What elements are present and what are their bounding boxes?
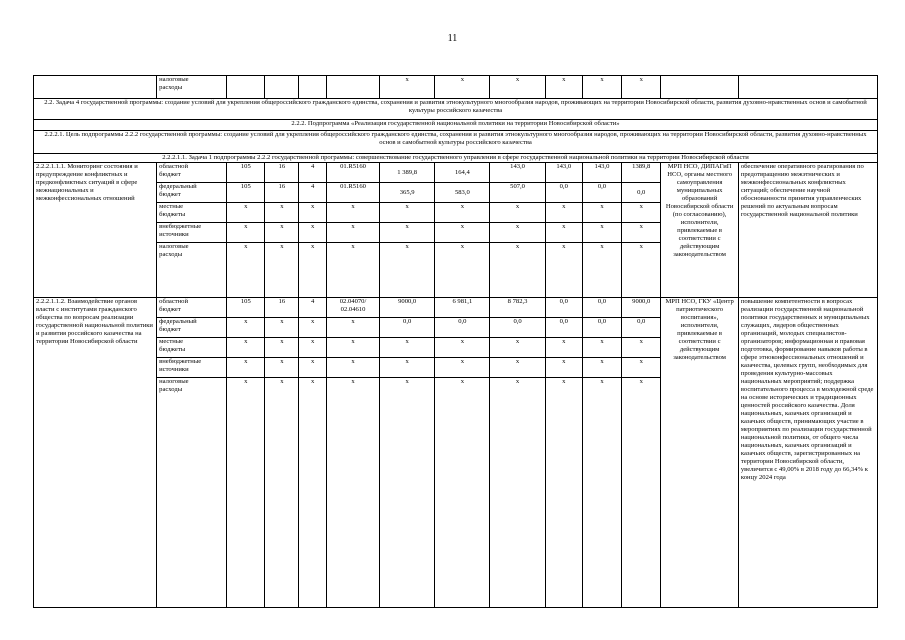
top-row: налоговые расходы x x x x x x bbox=[34, 76, 878, 99]
task-header: 2.2. Задача 4 государственной программы: создание условий для укрепления общероссийского гражданского единства, сохранения и развития этнокультурного многообразия народов, проживающих на территории Новосибирской области, развития духовно-нравственных основ и самобытной культуры российского казачества bbox=[34, 99, 878, 120]
measure-name: 2.2.2.1.1.2. Взаимодействие органов власти с институтами гражданского общества по вопросам реализации государственной национальной политики и развития российского казачества на территории Новосибирской области bbox=[34, 298, 157, 608]
source-cell: областной бюджет bbox=[157, 163, 227, 183]
subprogram-header: 2.2.2. Подпрограмма «Реализация государственной национальной политики на территории Новосибирской области» bbox=[34, 120, 878, 131]
source-label: налоговые расходы bbox=[157, 76, 227, 99]
source-cell: внебюджетные источники bbox=[157, 223, 227, 243]
executor-cell: МРП НСО, ДИПАГиП НСО, органы местного самоуправления муниципальных образований Новосибирской области (по согласованию), исполнители, привлекаемые в соответствии с действующим законодательством bbox=[661, 163, 738, 298]
source-cell: налоговые расходы bbox=[157, 243, 227, 298]
measure-1-row: 2.2.2.1.1.1. Мониторинг состояния и предупреждение конфликтных и предконфликтных ситуаций в сфере межнациональных и межконфессиональных отношений областной бюджет 105 16 4 01.R5160 1 389,8 164,4 143,0 143,0 143,0 1389,8 МРП НСО, ДИПАГиП НСО, органы местного самоуправления муниципальных образований Новосибирской области (по согласованию), исполнители, привлекаемые в соответствии с действующим законодательством обеспечение оперативного реагирования по предотвращению межэтнических и межконфессиональных конфликтных ситуаций; обеспечение научной обоснованности принятия управленческих решений по актуальным вопросам государственной национальной политики bbox=[34, 163, 878, 183]
source-cell: внебюджетные источники bbox=[157, 358, 227, 378]
executor-cell: МРП НСО, ГКУ «Центр патриотического воспитания», исполнители, привлекаемые в соответствии с действующим законодательством bbox=[661, 298, 738, 608]
source-cell: местные бюджеты bbox=[157, 203, 227, 223]
subtask-header: 2.2.2.1.1. Задача 1 подпрограммы 2.2.2 государственной программы: совершенствование государственного управления в сфере государственной национальной политики на территории Новосибирской области bbox=[34, 154, 878, 163]
source-cell: областной бюджет bbox=[157, 298, 227, 318]
measure-name: 2.2.2.1.1.1. Мониторинг состояния и предупреждение конфликтных и предконфликтных ситуаций в сфере межнациональных и межконфессиональных отношений bbox=[34, 163, 157, 298]
source-cell: налоговые расходы bbox=[157, 378, 227, 608]
goal-header: 2.2.2.1. Цель подпрограммы 2.2.2 государственной программы: создание условий для укрепления общероссийского гражданского единства, сохранения и развития этнокультурного многообразия народов, проживающих на территории Новосибирской области, развития духовно-нравственных основ и самобытной культуры российского казачества bbox=[34, 131, 878, 154]
source-cell: федеральный бюджет bbox=[157, 318, 227, 338]
source-cell: местные бюджеты bbox=[157, 338, 227, 358]
source-cell: федеральный бюджет bbox=[157, 183, 227, 203]
result-cell: обеспечение оперативного реагирования по предотвращению межэтнических и межконфессиональных конфликтных ситуаций; обеспечение научной обоснованности принятия управленческих решений по актуальным вопросам государственной национальной политики bbox=[738, 163, 877, 298]
result-cell: повышение компетентности в вопросах реализации государственной национальной политики государственных и муниципальных служащих, лидеров общественных организаций, молодых специалистов-организаторов; информационная и правовая подготовка, формирование навыков работы в сфере этноконфессиональных отношений и казачества, целевых групп, необходимых для проведения культурно-массовых национальных мероприятий; поддержка воспитательного процесса в молодежной среде на основе исторических и традиционных ценностей российского казачества. Доля национальных, казачьих организаций и казачьих обществ, принимающих участие в мероприятиях по реализации государственной национальной политики, от общего числа национальных, казачьих организаций и казачьих обществ, зарегистрированных на территории Новосибирской области, увеличится с 49,00% в 2018 году до 66,34% к концу 2024 года bbox=[738, 298, 877, 608]
budget-table: налоговые расходы x x x x x x 2.2. Задача 4 государственной программы: создание условий для укрепления общероссийского гражданского единства, сохранения и развития этнокультурного многообразия народов, проживающих на территории Новосибирской области, развития духовно-нравственных основ и самобытной культуры российского казачества 2.2.2. Подпрограмма «Реализация государственной национальной политики на территории Новосибирской области» 2.2.2.1. Цель подпрограммы 2.2.2 государственной программы: создание условий для укрепления общероссийского гражданского единства, сохранения и развития этнокультурного многообразия народов, проживающих на территории Новосибирской области, развития духовно-нравственных основ и самобытной культуры российского казачества 2.2.2.1.1. Задача 1 подпрограммы 2.2.2 государственной программы: совершенствование государственного управления в сфере государственной национальной политики на территории Новосибирской области 2.2.2.1.1.1. Мониторинг состояния и предупреждение конфликтных и предконфликтных ситуаций в сфере межнациональных и межконфессиональных отношений областной бюджет 105 16 4 01.R5160 1 389,8 164,4 143,0 143,0 143,0 1389,8 МРП НСО, ДИПАГиП НСО, органы местного самоуправления муниципальных образований Новосибирской области (по согласованию), исполнители, привлекаемые в соответствии с действующим законодательством обеспечение оперативного реагирования по предотвращению межэтнических и межконфессиональных конфликтных ситуаций; обеспечение научной обоснованности принятия управленческих решений по актуальным вопросам государственной национальной политики федеральный бюджет 105 16 4 01.R5160 365,9 583,0 507,0 0,0 0,0 0,0 местные бюджеты x x x x x x x x x x внебюджетные источники x x x x x x x x x x налоговые расходы x x x x x x x x x x 2.2.2.1.1.2. Взаимодействие органов власти с институтами гражданского общества по вопросам реализации государственной национальной политики и развития российского казачества на территории Новосибирской области областной бюджет 105 16 4 02.04070/ 02.04610 9000,0 6 981,1 8 782,3 0,0 0,0 9000,0 МРП НСО, ГКУ «Центр патриотического воспитания», исполнители, привлекаемые в соответствии с действующим законодательством повышение компетентности в вопросах реализации государственной национальной политики государственных и муниципальных служащих, лидеров общественных организаций, молодых специалистов-организаторов; информационная и правовая подготовка, формирование навыков работы в сфере этноконфессиональных отношений и казачества, целевых групп, необходимых для проведения культурно-массовых национальных мероприятий; поддержка воспитательного процесса в молодежной среде на основе исторических и традиционных ценностей российского казачества. Доля национальных, казачьих организаций и казачьих обществ, принимающих участие в мероприятиях по реализации государственной национальной политики, от общего числа национальных, казачьих организаций и казачьих обществ, зарегистрированных на территории Новосибирской области, увеличится с 49,00% в 2018 году до 66,34% к концу 2024 года федеральный бюджет x x x x 0,0 0,0 0,0 0,0 0,0 0,0 местные бюджеты x x x x x x x x x x внебюджетные источники x x x x x x x x x x налоговые расходы x x x x x x x x x x bbox=[33, 75, 878, 608]
page-number: 11 bbox=[447, 33, 458, 44]
measure-2-row: 2.2.2.1.1.2. Взаимодействие органов власти с институтами гражданского общества по вопросам реализации государственной национальной политики и развития российского казачества на территории Новосибирской области областной бюджет 105 16 4 02.04070/ 02.04610 9000,0 6 981,1 8 782,3 0,0 0,0 9000,0 МРП НСО, ГКУ «Центр патриотического воспитания», исполнители, привлекаемые в соответствии с действующим законодательством повышение компетентности в вопросах реализации государственной национальной политики государственных и муниципальных служащих, лидеров общественных организаций, молодых специалистов-организаторов; информационная и правовая подготовка, формирование навыков работы в сфере этноконфессиональных отношений и казачества, целевых групп, необходимых для проведения культурно-массовых национальных мероприятий; поддержка воспитательного процесса в молодежной среде на основе исторических и традиционных ценностей российского казачества. Доля национальных, казачьих организаций и казачьих обществ, принимающих участие в мероприятиях по реализации государственной национальной политики, от общего числа национальных, казачьих организаций и казачьих обществ, зарегистрированных на территории Новосибирской области, увеличится с 49,00% в 2018 году до 66,34% к концу 2024 года bbox=[34, 298, 878, 318]
